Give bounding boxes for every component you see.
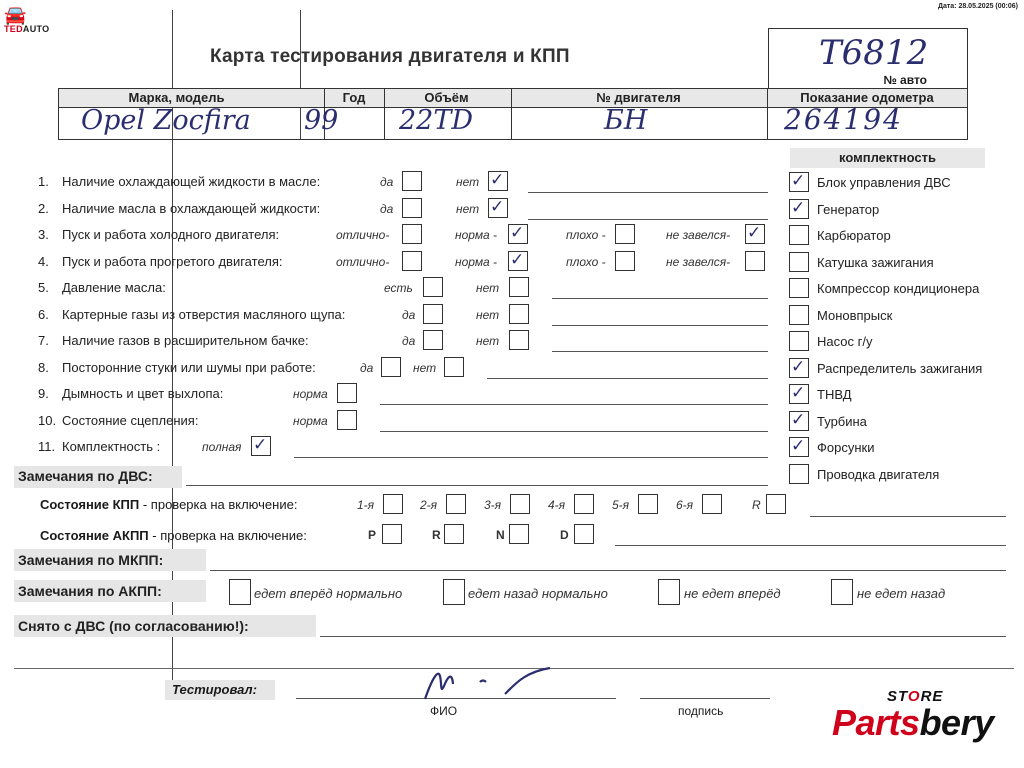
check-row-7-opt1-label: да bbox=[402, 334, 416, 348]
vehicle-table bbox=[58, 88, 968, 140]
check-row-5-label: Давление масла: bbox=[62, 280, 166, 295]
engine-remarks-label: Замечания по ДВС: bbox=[18, 468, 153, 484]
kpp-gear-5-label: 5-я bbox=[612, 498, 630, 512]
completeness-checkbox-4[interactable] bbox=[789, 252, 809, 272]
check-row-2-opt1-checkbox[interactable] bbox=[402, 198, 422, 218]
date-stamp: Дата: 28.05.2025 (00:06) bbox=[937, 3, 1018, 10]
check-row-5-opt2-label: нет bbox=[476, 281, 500, 295]
check-row-7-label: Наличие газов в расширительном бачке: bbox=[62, 333, 309, 348]
mkpp-remarks-label: Замечания по МКПП: bbox=[18, 552, 164, 568]
engine-remarks-line bbox=[186, 485, 768, 486]
akpp-remark-2-checkbox[interactable] bbox=[443, 579, 465, 605]
check-row-1-opt2-checkbox[interactable] bbox=[488, 171, 508, 191]
check-row-7-opt1-checkbox[interactable] bbox=[423, 330, 443, 350]
kpp-gear-6-label: 6-я bbox=[676, 498, 694, 512]
auto-number-box bbox=[768, 28, 968, 90]
check-row-2-line bbox=[528, 219, 768, 220]
partsbery-logo: STORE Partsbery bbox=[832, 688, 994, 743]
kpp-gear-7-checkbox[interactable] bbox=[766, 494, 786, 514]
checkmark-icon: ✓ bbox=[791, 171, 806, 191]
completeness-checkbox-7[interactable] bbox=[789, 331, 809, 351]
check-row-6-opt2-checkbox[interactable] bbox=[509, 304, 529, 324]
check-row-3-opt1-label: отлично- bbox=[336, 228, 390, 242]
completeness-title: комплектность bbox=[790, 148, 985, 168]
completeness-item-10: Турбина bbox=[817, 413, 867, 429]
check-row-2-label: Наличие масла в охлаждающей жидкости: bbox=[62, 200, 321, 216]
kpp-gear-4-label: 4-я bbox=[548, 498, 566, 512]
completeness-item-7: Насос г/у bbox=[817, 334, 873, 349]
completeness-item-6: Моновпрыск bbox=[817, 307, 893, 323]
check-row-8-opt2-checkbox[interactable] bbox=[444, 357, 464, 377]
check-row-4-number: 4. bbox=[38, 253, 49, 269]
check-row-8-opt2-label: нет bbox=[413, 360, 437, 375]
check-row-2-number: 2. bbox=[38, 200, 49, 216]
page-title: Карта тестирования двигателя и КПП bbox=[210, 46, 570, 67]
check-row-6-opt2-label: нет bbox=[476, 307, 500, 322]
check-row-10-opt1-checkbox[interactable] bbox=[337, 410, 357, 430]
akpp-remark-1-checkbox[interactable] bbox=[229, 579, 251, 605]
completeness-checkbox-1[interactable] bbox=[789, 172, 809, 192]
value-volume: 22TD bbox=[399, 105, 474, 136]
col-engine-no: № двигателя bbox=[596, 90, 681, 105]
akpp-gear-3-checkbox[interactable] bbox=[509, 524, 529, 544]
col-year: Год bbox=[342, 90, 366, 105]
check-row-6-label: Картерные газы из отверстия масляного щупа: bbox=[62, 306, 346, 322]
check-row-1-line bbox=[528, 192, 768, 193]
completeness-checkbox-11[interactable] bbox=[789, 437, 809, 457]
check-row-4-opt1-checkbox[interactable] bbox=[402, 251, 422, 271]
removed-line bbox=[320, 636, 1006, 637]
check-row-3-opt3-checkbox[interactable] bbox=[615, 224, 635, 244]
checkmark-icon: ✓ bbox=[791, 409, 806, 430]
check-row-7-opt2-label: нет bbox=[476, 334, 500, 348]
checkmark-icon: ✓ bbox=[791, 436, 806, 456]
akpp-remark-2-label: едет назад нормально bbox=[468, 586, 608, 601]
check-row-5-opt1-checkbox[interactable] bbox=[423, 277, 443, 297]
check-row-1-opt1-label: да bbox=[380, 175, 394, 189]
check-row-1-number: 1. bbox=[38, 174, 49, 189]
check-row-5-opt2-checkbox[interactable] bbox=[509, 277, 529, 297]
kpp-gear-7-label: R bbox=[752, 498, 761, 512]
check-row-8-label: Посторонние стуки или шумы при работе: bbox=[62, 359, 316, 375]
akpp-gear-2-label: R bbox=[432, 528, 441, 542]
akpp-remark-4-checkbox[interactable] bbox=[831, 579, 853, 605]
check-row-11-label: Комплектность : bbox=[62, 439, 161, 454]
checkmark-icon: ✓ bbox=[253, 435, 268, 455]
akpp-remark-3-checkbox[interactable] bbox=[658, 579, 680, 605]
check-row-11-line bbox=[294, 457, 768, 458]
completeness-item-1: Блок управления ДВС bbox=[817, 175, 951, 190]
check-row-11-opt1-label: полная bbox=[202, 440, 242, 454]
completeness-item-4: Катушка зажигания bbox=[817, 254, 934, 270]
completeness-item-8: Распределитель зажигания bbox=[817, 360, 983, 376]
akpp-gear-4-checkbox[interactable] bbox=[574, 524, 594, 544]
check-row-7-opt2-checkbox[interactable] bbox=[509, 330, 529, 350]
check-row-11-opt1-checkbox[interactable] bbox=[251, 436, 271, 456]
value-odometer: 264194 bbox=[784, 103, 903, 136]
check-row-4-opt2-label: норма - bbox=[455, 254, 498, 269]
kpp-gear-4-checkbox[interactable] bbox=[574, 494, 594, 514]
check-row-3-opt3-label: плохо - bbox=[566, 228, 606, 242]
check-row-9-line bbox=[380, 404, 768, 405]
tedauto-logo bbox=[4, 6, 64, 40]
col-odometer: Показание одометра bbox=[800, 90, 934, 105]
check-row-4-opt4-label: не завелся- bbox=[666, 254, 731, 269]
value-engine-no: БН bbox=[604, 105, 648, 136]
signature-label: подпись bbox=[678, 704, 724, 718]
auto-number-value: T6812 bbox=[819, 33, 929, 73]
check-row-7-number: 7. bbox=[38, 333, 49, 348]
check-row-4-opt3-label: плохо - bbox=[566, 254, 606, 269]
check-row-4-label: Пуск и работа прогретого двигателя: bbox=[62, 253, 283, 269]
akpp-label: Состояние АКПП - проверка на включение: bbox=[40, 528, 307, 543]
kpp-gear-1-label: 1-я bbox=[357, 498, 375, 512]
checkmark-icon: ✓ bbox=[490, 170, 505, 190]
checkmark-icon: ✓ bbox=[791, 197, 806, 218]
check-row-3-opt2-label: норма - bbox=[455, 228, 498, 242]
completeness-item-2: Генератор bbox=[817, 201, 880, 217]
handwritten-signature bbox=[420, 664, 560, 704]
check-row-5-line bbox=[552, 298, 768, 299]
check-row-3-opt1-checkbox[interactable] bbox=[402, 224, 422, 244]
check-row-3-opt2-checkbox[interactable] bbox=[508, 224, 528, 244]
value-make-model: Opel Zocfira bbox=[81, 105, 251, 136]
check-row-8-opt1-checkbox[interactable] bbox=[381, 357, 401, 377]
completeness-item-11: Форсунки bbox=[817, 440, 875, 455]
check-row-2-opt2-checkbox[interactable] bbox=[488, 198, 508, 218]
check-row-4-opt2-checkbox[interactable] bbox=[508, 251, 528, 271]
akpp-gear-4-label: D bbox=[560, 528, 569, 542]
check-row-6-opt1-checkbox[interactable] bbox=[423, 304, 443, 324]
kpp-label: Состояние КПП - проверка на включение: bbox=[40, 497, 298, 512]
kpp-gear-3-label: 3-я bbox=[484, 498, 502, 512]
check-row-10-line bbox=[380, 431, 768, 432]
completeness-item-12: Проводка двигателя bbox=[817, 466, 940, 482]
check-row-8-number: 8. bbox=[38, 359, 49, 375]
check-row-3-opt4-checkbox[interactable] bbox=[745, 224, 765, 244]
checkmark-icon: ✓ bbox=[747, 223, 762, 243]
completeness-item-9: ТНВД bbox=[817, 387, 852, 402]
check-row-11-number: 11. bbox=[38, 439, 56, 454]
check-row-6-number: 6. bbox=[38, 306, 49, 322]
check-row-6-opt1-label: да bbox=[402, 307, 416, 322]
check-row-10-number: 10. bbox=[38, 412, 57, 428]
check-row-9-opt1-label: норма bbox=[293, 387, 328, 401]
auto-number-label: № авто bbox=[883, 73, 927, 87]
kpp-gear-3-checkbox[interactable] bbox=[510, 494, 530, 514]
check-row-9-opt1-checkbox[interactable] bbox=[337, 383, 357, 403]
check-row-4-opt1-label: отлично- bbox=[336, 254, 390, 269]
logo-text-dark: AUTO bbox=[22, 24, 50, 34]
completeness-item-5: Компрессор кондиционера bbox=[817, 281, 980, 296]
check-row-9-label: Дымность и цвет выхлопа: bbox=[62, 386, 224, 401]
completeness-checkbox-3[interactable] bbox=[789, 225, 809, 245]
completeness-item-3: Карбюратор bbox=[817, 228, 891, 243]
fio-label: ФИО bbox=[430, 704, 458, 718]
car-icon: 🚘 bbox=[4, 5, 27, 25]
akpp-remark-3-label: не едет вперёд bbox=[684, 586, 781, 601]
check-row-1-opt2-label: нет bbox=[456, 175, 480, 189]
check-row-10-label: Состояние сцепления: bbox=[62, 412, 199, 428]
check-row-3-number: 3. bbox=[38, 227, 49, 242]
completeness-checkbox-5[interactable] bbox=[789, 278, 809, 298]
completeness-checkbox-8[interactable] bbox=[789, 358, 809, 378]
check-row-10-opt1-label: норма bbox=[293, 413, 328, 428]
check-row-1-opt1-checkbox[interactable] bbox=[402, 171, 422, 191]
akpp-gear-1-checkbox[interactable] bbox=[382, 524, 402, 544]
completeness-checkbox-2[interactable] bbox=[789, 199, 809, 219]
logo-text-red: TED bbox=[4, 24, 23, 34]
kpp-gear-2-label: 2-я bbox=[420, 498, 438, 512]
akpp-remark-4-label: не едет назад bbox=[857, 586, 946, 601]
checkmark-icon: ✓ bbox=[791, 383, 806, 403]
akpp-remark-1-label: едет вперёд нормально bbox=[254, 586, 403, 601]
kpp-gear-1-checkbox[interactable] bbox=[383, 494, 403, 514]
completeness-checkbox-9[interactable] bbox=[789, 384, 809, 404]
check-row-9-number: 9. bbox=[38, 386, 49, 401]
col-make-model: Марка, модель bbox=[128, 90, 225, 105]
completeness-checkbox-12[interactable] bbox=[789, 464, 809, 484]
col-volume: Объём bbox=[424, 90, 469, 105]
check-row-3-label: Пуск и работа холодного двигателя: bbox=[62, 227, 280, 242]
akpp-remarks-label: Замечания по АКПП: bbox=[18, 583, 162, 599]
check-row-2-opt2-label: нет bbox=[456, 201, 480, 216]
check-row-1-label: Наличие охлаждающей жидкости в масле: bbox=[62, 174, 321, 189]
check-row-5-number: 5. bbox=[38, 280, 49, 295]
check-row-7-line bbox=[552, 351, 768, 352]
check-row-8-line bbox=[487, 378, 768, 379]
removed-label: Снято с ДВС (по согласованию!): bbox=[18, 618, 249, 634]
akpp-gear-1-label: P bbox=[368, 528, 377, 542]
checkmark-icon: ✓ bbox=[510, 249, 525, 270]
value-year: 99 bbox=[304, 105, 339, 136]
kpp-gear-5-checkbox[interactable] bbox=[638, 494, 658, 514]
completeness-checkbox-10[interactable] bbox=[789, 411, 809, 431]
check-row-6-line bbox=[552, 325, 768, 326]
akpp-gear-2-checkbox[interactable] bbox=[444, 524, 464, 544]
check-row-4-opt4-checkbox[interactable] bbox=[745, 251, 765, 271]
kpp-gear-2-checkbox[interactable] bbox=[446, 494, 466, 514]
completeness-checkbox-6[interactable] bbox=[789, 305, 809, 325]
check-row-3-opt4-label: не завелся- bbox=[666, 228, 731, 242]
mkpp-remarks-line bbox=[210, 570, 1006, 571]
check-row-5-opt1-label: есть bbox=[384, 281, 413, 295]
akpp-gear-3-label: N bbox=[496, 528, 505, 542]
checkmark-icon: ✓ bbox=[510, 223, 525, 243]
check-row-8-opt1-label: да bbox=[360, 360, 374, 375]
check-row-2-opt1-label: да bbox=[380, 201, 394, 216]
check-row-4-opt3-checkbox[interactable] bbox=[615, 251, 635, 271]
checkmark-icon: ✓ bbox=[490, 196, 505, 217]
checkmark-icon: ✓ bbox=[791, 356, 806, 377]
kpp-gear-6-checkbox[interactable] bbox=[702, 494, 722, 514]
tested-by-label: Тестировал: bbox=[172, 682, 257, 697]
